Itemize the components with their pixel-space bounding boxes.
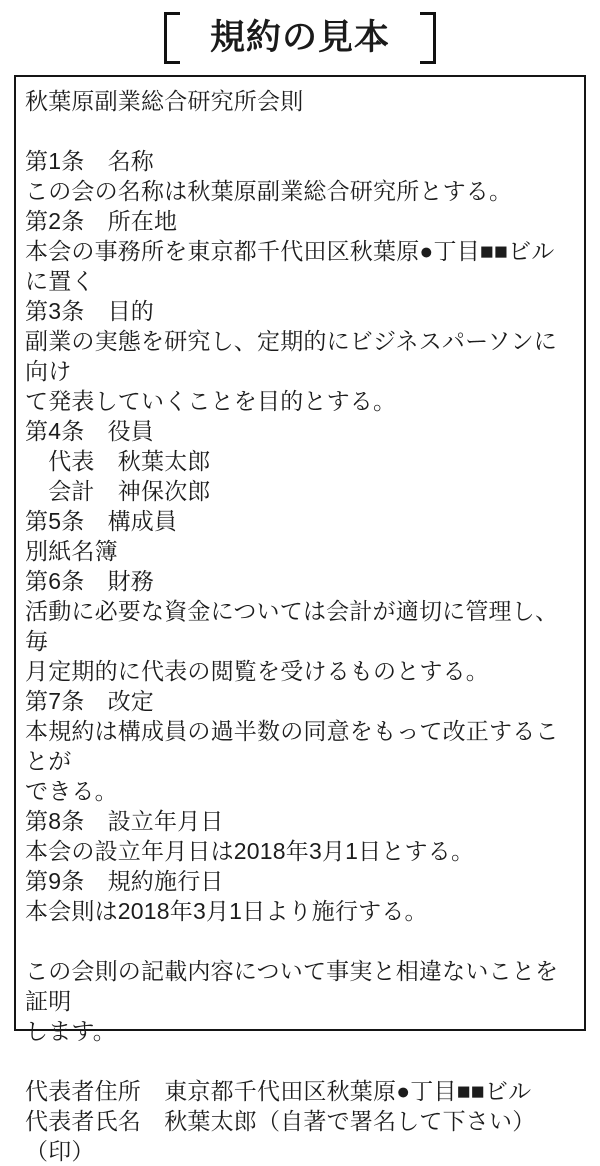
- document-line: 第2条 所在地: [25, 208, 178, 234]
- document-line: [25, 1046, 578, 1076]
- document-line: 活動に必要な資金については会計が適切に管理し、毎: [25, 598, 559, 654]
- document-line: 本会則は2018年3月1日より施行する。: [25, 898, 428, 924]
- document-line: この会の名称は秋葉原副業総合研究所とする。: [25, 178, 513, 204]
- document-body: [25, 86, 578, 1166]
- right-bracket-decoration: [420, 12, 436, 64]
- document-line: します。: [25, 1018, 116, 1044]
- document-header: [0, 10, 600, 66]
- document-line: 秋葉原副業総合研究所会則: [25, 88, 304, 114]
- document-line: 第4条 役員: [25, 418, 154, 444]
- left-bracket-decoration: [164, 12, 180, 64]
- document-line: 別紙名簿: [25, 538, 118, 564]
- document-line: に置く: [25, 268, 95, 294]
- document-line: 本会の事務所を東京都千代田区秋葉原●丁目■■ビル: [25, 238, 555, 264]
- document-line: 第9条 規約施行日: [25, 868, 224, 894]
- page-title: 規約の見本: [209, 18, 390, 57]
- document-line: て発表していくことを目的とする。: [25, 388, 397, 414]
- document-line: 月定期的に代表の閲覧を受けるものとする。: [25, 658, 489, 684]
- document-line: 代表者氏名 秋葉太郎（自著で署名して下さい）（印）: [25, 1108, 536, 1164]
- document-line: この会則の記載内容について事実と相違ないことを証明: [25, 958, 559, 1014]
- document-line: 第8条 設立年月日: [25, 808, 224, 834]
- document-line: 第6条 財務: [25, 568, 154, 594]
- document-line: [25, 116, 578, 146]
- document-line: 本会の設立年月日は2018年3月1日とする。: [25, 838, 475, 864]
- document-line: 副業の実態を研究し、定期的にビジネスパーソンに向け: [25, 328, 557, 384]
- document-line: 第5条 構成員: [25, 508, 178, 534]
- document-line: [25, 926, 578, 956]
- document-line: 代表者住所 東京都千代田区秋葉原●丁目■■ビル: [25, 1078, 532, 1104]
- document-line: 代表 秋葉太郎: [25, 448, 211, 474]
- document-line: 第1条 名称: [25, 148, 154, 174]
- rules-document-box: [14, 75, 586, 1164]
- document-line: 第7条 改定: [25, 688, 154, 714]
- document-line: 第3条 目的: [25, 298, 154, 324]
- document-line: できる。: [25, 778, 118, 804]
- document-line: 会計 神保次郎: [25, 478, 211, 504]
- document-line: 本規約は構成員の過半数の同意をもって改正することが: [25, 718, 559, 774]
